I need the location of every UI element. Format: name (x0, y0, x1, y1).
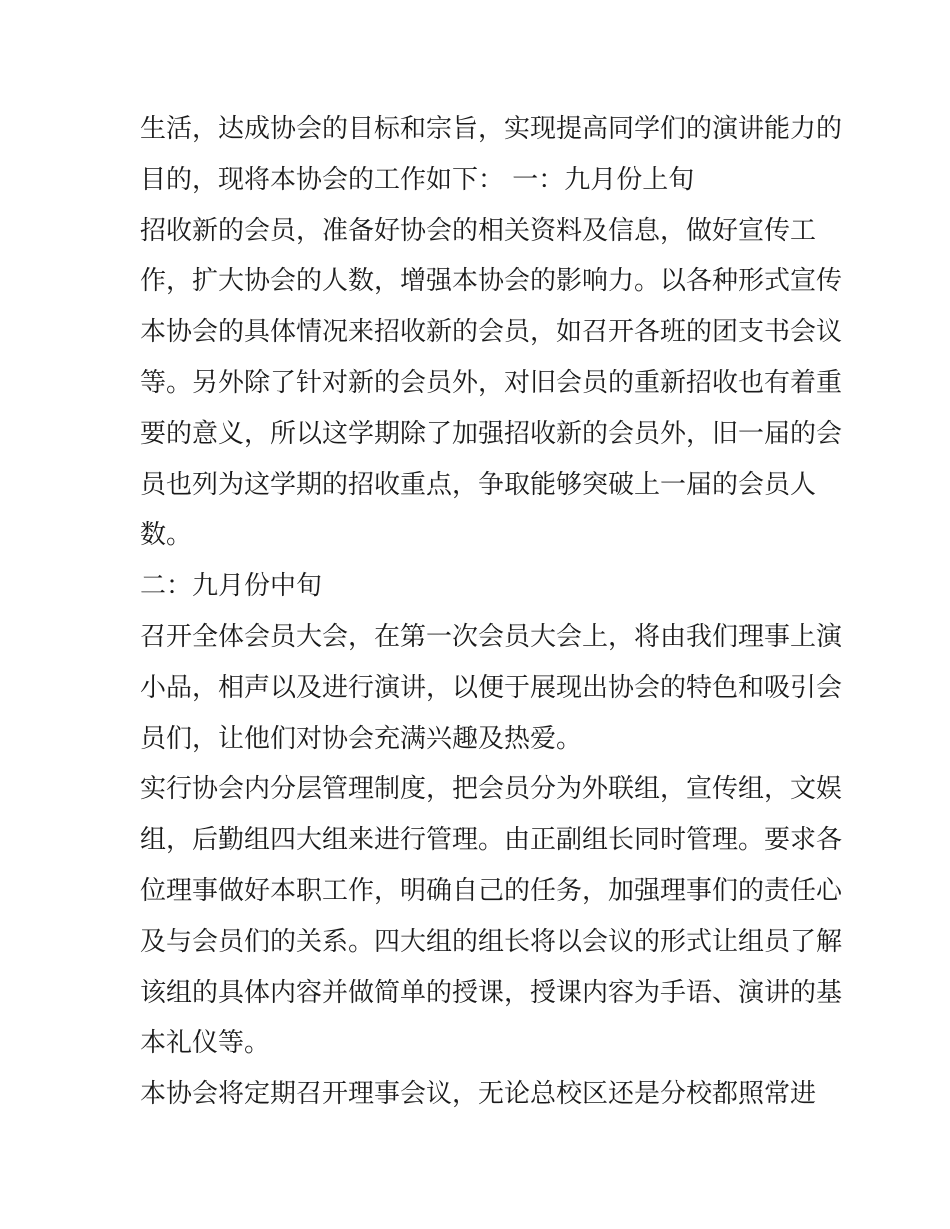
text-line: 本协会的具体情况来招收新的会员，如召开各班的团支书会议 (140, 317, 843, 348)
text-line: 小品，相声以及进行演讲，以便于展现出协会的特色和吸引会 (140, 672, 843, 703)
text-line: 目的，现将本协会的工作如下： 一：九月份上旬 (140, 164, 695, 195)
section-heading: 二：九月份中旬 (140, 571, 323, 602)
text-line: 及与会员们的关系。四大组的组长将以会议的形式让组员了解 (140, 926, 843, 957)
text-line: 生活，达成协会的目标和宗旨，实现提高同学们的演讲能力的 (140, 114, 843, 144)
text-line: 员也列为这学期的招收重点，争取能够突破上一届的会员人 (140, 469, 817, 500)
text-line: 组，后勤组四大组来进行管理。由正副组长同时管理。要求各 (140, 825, 843, 856)
text-line: 招收新的会员，准备好协会的相关资料及信息，做好宣传工 (140, 215, 817, 246)
text-line: 员们，让他们对协会充满兴趣及热爱。 (140, 723, 583, 754)
document-body (140, 104, 843, 1120)
text-line: 召开全体会员大会，在第一次会员大会上，将由我们理事上演 (140, 621, 843, 652)
text-line: 位理事做好本职工作，明确自己的任务，加强理事们的责任心 (140, 875, 843, 906)
text-line: 等。另外除了针对新的会员外，对旧会员的重新招收也有着重 (140, 367, 843, 398)
text-line: 数。 (140, 520, 193, 551)
text-line: 该组的具体内容并做简单的授课，授课内容为手语、演讲的基 (140, 977, 843, 1008)
text-line: 本协会将定期召开理事会议，无论总校区还是分校都照常进 (140, 1079, 817, 1110)
text-line: 本礼仪等。 (140, 1028, 271, 1059)
text-line: 实行协会内分层管理制度，把会员分为外联组，宣传组，文娱 (140, 774, 843, 805)
text-line: 要的意义，所以这学期除了加强招收新的会员外，旧一届的会 (140, 418, 843, 449)
text-line: 作，扩大协会的人数，增强本协会的影响力。以各种形式宣传 (140, 266, 843, 297)
